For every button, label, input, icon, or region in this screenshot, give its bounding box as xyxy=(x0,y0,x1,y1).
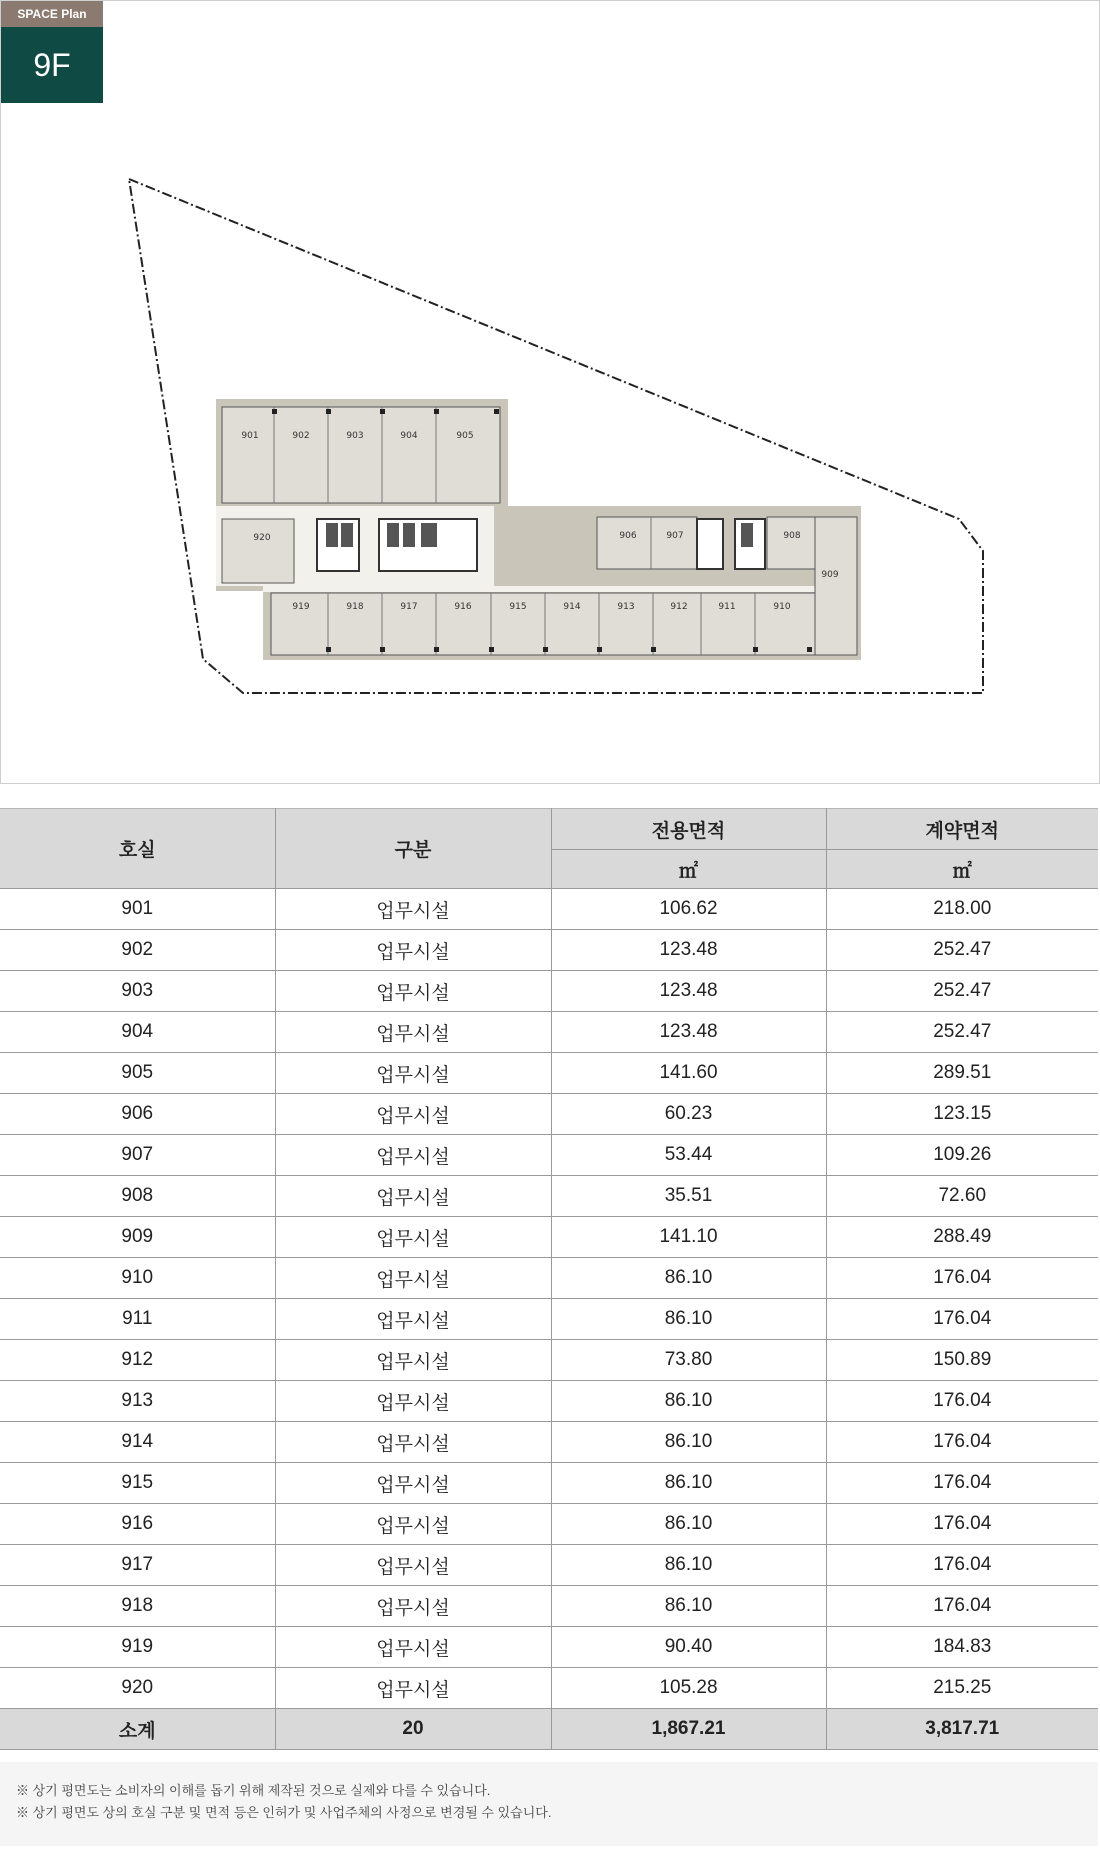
cell-contract: 176.04 xyxy=(826,1586,1098,1627)
cell-room: 904 xyxy=(0,1012,275,1053)
cell-exclusive: 86.10 xyxy=(551,1381,826,1422)
table-row xyxy=(0,1299,1098,1340)
cell-room: 913 xyxy=(0,1381,275,1422)
note-1: ※ 상기 평면도는 소비자의 이해를 돕기 위해 제작된 것으로 실제와 다를 수 있습니다. xyxy=(16,1783,491,1798)
unit-label-913: 913 xyxy=(617,602,635,612)
unit-label-902: 902 xyxy=(292,431,310,441)
total-row xyxy=(0,1709,1098,1750)
cell-room: 920 xyxy=(0,1668,275,1709)
cell-category: 업무시설 xyxy=(275,1627,551,1668)
unit-label-908: 908 xyxy=(783,531,801,541)
cell-contract: 176.04 xyxy=(826,1422,1098,1463)
cell-exclusive: 123.48 xyxy=(551,971,826,1012)
unit-label-917: 917 xyxy=(400,602,418,612)
cell-room: 903 xyxy=(0,971,275,1012)
unit-label-918: 918 xyxy=(346,602,364,612)
unit-label-914: 914 xyxy=(563,602,581,612)
cell-exclusive: 86.10 xyxy=(551,1258,826,1299)
cell-category: 업무시설 xyxy=(275,1504,551,1545)
cell-room: 901 xyxy=(0,889,275,930)
cell-contract: 176.04 xyxy=(826,1545,1098,1586)
unit-label-906: 906 xyxy=(619,531,637,541)
unit-label-901: 901 xyxy=(241,431,259,441)
unit-label-907: 907 xyxy=(666,531,684,541)
cell-exclusive: 86.10 xyxy=(551,1463,826,1504)
unit-exclusive: ㎡ xyxy=(551,850,826,889)
table-row xyxy=(0,1545,1098,1586)
cell-exclusive: 86.10 xyxy=(551,1586,826,1627)
cell-contract: 184.83 xyxy=(826,1627,1098,1668)
table-row xyxy=(0,1258,1098,1299)
cell-exclusive: 35.51 xyxy=(551,1176,826,1217)
space-plan-tag: SPACE Plan xyxy=(1,1,103,27)
cell-category: 업무시설 xyxy=(275,1135,551,1176)
table-row xyxy=(0,1504,1098,1545)
cell-contract: 288.49 xyxy=(826,1217,1098,1258)
cell-exclusive: 86.10 xyxy=(551,1504,826,1545)
cell-contract: 252.47 xyxy=(826,930,1098,971)
cell-room: 914 xyxy=(0,1422,275,1463)
cell-room: 911 xyxy=(0,1299,275,1340)
cell-contract: 215.25 xyxy=(826,1668,1098,1709)
table-row xyxy=(0,971,1098,1012)
cell-exclusive: 86.10 xyxy=(551,1299,826,1340)
total-label: 소계 xyxy=(0,1709,275,1750)
unit-label-919: 919 xyxy=(292,602,310,612)
total-count: 20 xyxy=(275,1709,551,1750)
unit-label-909: 909 xyxy=(821,570,839,580)
unit-label-905: 905 xyxy=(456,431,474,441)
cell-contract: 289.51 xyxy=(826,1053,1098,1094)
cell-category: 업무시설 xyxy=(275,930,551,971)
cell-category: 업무시설 xyxy=(275,1012,551,1053)
cell-room: 906 xyxy=(0,1094,275,1135)
table-row xyxy=(0,1381,1098,1422)
cell-exclusive: 90.40 xyxy=(551,1627,826,1668)
cell-room: 910 xyxy=(0,1258,275,1299)
header-category: 구분 xyxy=(275,809,551,889)
cell-room: 902 xyxy=(0,930,275,971)
table-row xyxy=(0,1340,1098,1381)
cell-contract: 150.89 xyxy=(826,1340,1098,1381)
cell-category: 업무시설 xyxy=(275,1422,551,1463)
cell-exclusive: 141.60 xyxy=(551,1053,826,1094)
table-row xyxy=(0,1627,1098,1668)
cell-contract: 252.47 xyxy=(826,971,1098,1012)
cell-contract: 252.47 xyxy=(826,1012,1098,1053)
unit-label-910: 910 xyxy=(773,602,791,612)
unit-label-904: 904 xyxy=(400,431,418,441)
note-2: ※ 상기 평면도 상의 호실 구분 및 면적 등은 인허가 및 사업주체의 사정으로 변경될 수 있습니다. xyxy=(16,1805,552,1820)
table-row xyxy=(0,1217,1098,1258)
table-row xyxy=(0,1053,1098,1094)
cell-category: 업무시설 xyxy=(275,1217,551,1258)
cell-contract: 176.04 xyxy=(826,1504,1098,1545)
cell-exclusive: 105.28 xyxy=(551,1668,826,1709)
cell-category: 업무시설 xyxy=(275,1094,551,1135)
unit-label-920: 920 xyxy=(253,533,271,543)
cell-contract: 176.04 xyxy=(826,1381,1098,1422)
disclaimer-notes xyxy=(0,1762,1098,1846)
header-room: 호실 xyxy=(0,809,275,889)
cell-category: 업무시설 xyxy=(275,1258,551,1299)
cell-category: 업무시설 xyxy=(275,1299,551,1340)
cell-contract: 72.60 xyxy=(826,1176,1098,1217)
cell-contract: 109.26 xyxy=(826,1135,1098,1176)
cell-exclusive: 86.10 xyxy=(551,1545,826,1586)
cell-room: 919 xyxy=(0,1627,275,1668)
header-exclusive-area: 전용면적 xyxy=(551,809,826,850)
cell-room: 918 xyxy=(0,1586,275,1627)
cell-category: 업무시설 xyxy=(275,971,551,1012)
cell-contract: 123.15 xyxy=(826,1094,1098,1135)
cell-room: 905 xyxy=(0,1053,275,1094)
floor-plan-drawing xyxy=(1,1,1099,783)
cell-exclusive: 73.80 xyxy=(551,1340,826,1381)
cell-category: 업무시설 xyxy=(275,1586,551,1627)
cell-category: 업무시설 xyxy=(275,1668,551,1709)
cell-exclusive: 123.48 xyxy=(551,1012,826,1053)
cell-room: 912 xyxy=(0,1340,275,1381)
cell-category: 업무시설 xyxy=(275,889,551,930)
cell-category: 업무시설 xyxy=(275,1176,551,1217)
cell-contract: 176.04 xyxy=(826,1463,1098,1504)
floor-badge: 9F xyxy=(1,27,103,103)
table-row xyxy=(0,1135,1098,1176)
unit-label-915: 915 xyxy=(509,602,527,612)
cell-category: 업무시설 xyxy=(275,1340,551,1381)
table-row xyxy=(0,1586,1098,1627)
cell-room: 915 xyxy=(0,1463,275,1504)
cell-category: 업무시설 xyxy=(275,1463,551,1504)
cell-room: 909 xyxy=(0,1217,275,1258)
floor-plan-panel xyxy=(0,0,1100,784)
unit-label-911: 911 xyxy=(718,602,736,612)
total-contract: 3,817.71 xyxy=(826,1709,1098,1750)
cell-exclusive: 60.23 xyxy=(551,1094,826,1135)
cell-contract: 218.00 xyxy=(826,889,1098,930)
cell-exclusive: 123.48 xyxy=(551,930,826,971)
cell-exclusive: 86.10 xyxy=(551,1422,826,1463)
cell-category: 업무시설 xyxy=(275,1053,551,1094)
total-exclusive: 1,867.21 xyxy=(551,1709,826,1750)
table-row xyxy=(0,1012,1098,1053)
cell-contract: 176.04 xyxy=(826,1299,1098,1340)
table-row xyxy=(0,1422,1098,1463)
table-row xyxy=(0,1176,1098,1217)
cell-category: 업무시설 xyxy=(275,1381,551,1422)
table-row xyxy=(0,930,1098,971)
cell-room: 908 xyxy=(0,1176,275,1217)
cell-contract: 176.04 xyxy=(826,1258,1098,1299)
table-row xyxy=(0,1094,1098,1135)
table-row xyxy=(0,1668,1098,1709)
cell-exclusive: 106.62 xyxy=(551,889,826,930)
cell-category: 업무시설 xyxy=(275,1545,551,1586)
cell-exclusive: 53.44 xyxy=(551,1135,826,1176)
cell-exclusive: 141.10 xyxy=(551,1217,826,1258)
cell-room: 916 xyxy=(0,1504,275,1545)
cell-room: 907 xyxy=(0,1135,275,1176)
area-table xyxy=(0,808,1098,1750)
cell-room: 917 xyxy=(0,1545,275,1586)
unit-contract: ㎡ xyxy=(826,850,1098,889)
header-contract-area: 계약면적 xyxy=(826,809,1098,850)
table-row xyxy=(0,1463,1098,1504)
table-row xyxy=(0,889,1098,930)
unit-label-916: 916 xyxy=(454,602,472,612)
unit-label-912: 912 xyxy=(670,602,688,612)
unit-label-903: 903 xyxy=(346,431,364,441)
